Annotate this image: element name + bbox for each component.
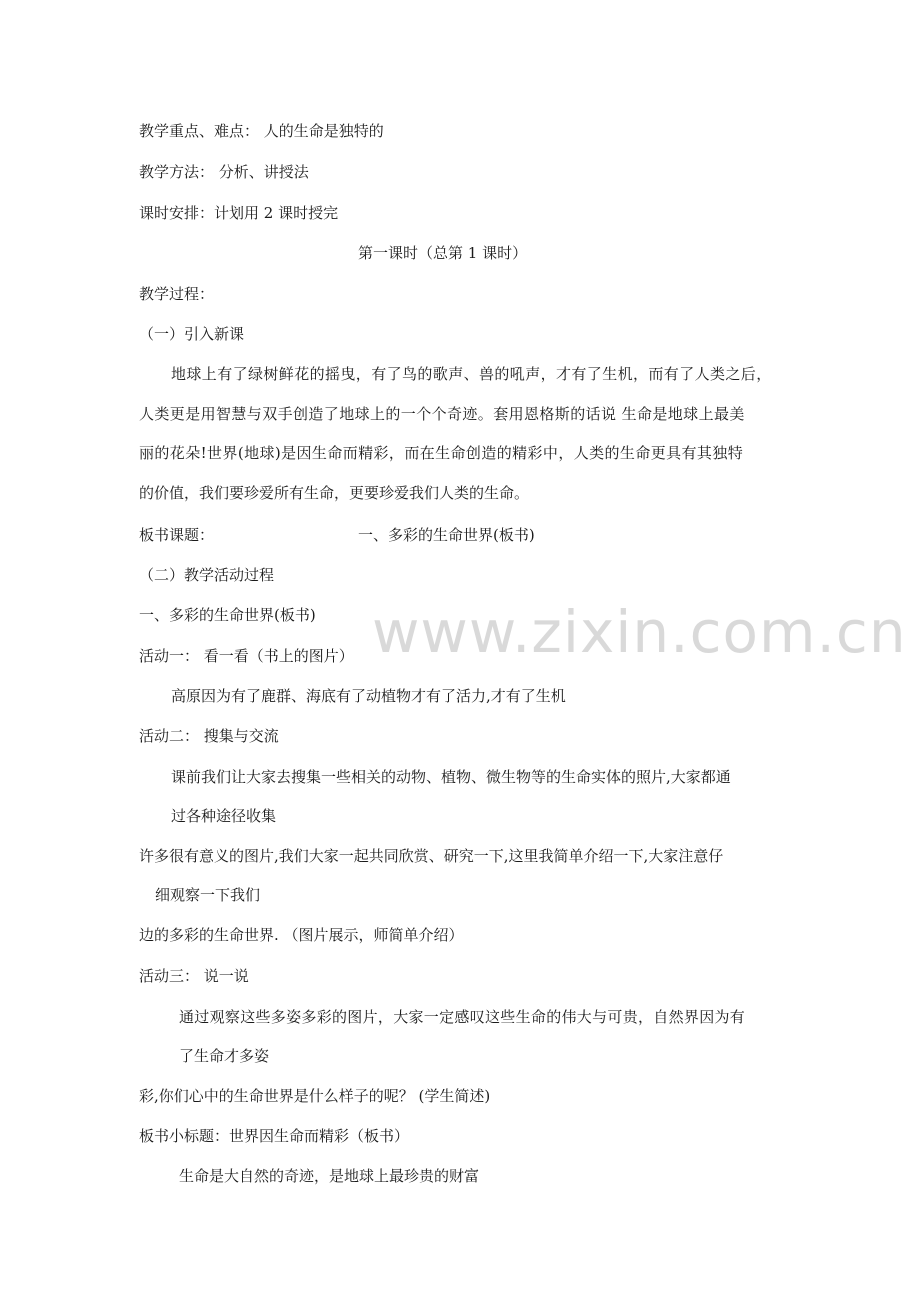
activity-two-line: 细观察一下我们	[155, 886, 261, 904]
board-subtitle: 板书小标题：世界因生命而精彩（板书）	[139, 1127, 410, 1145]
activity-three-line: 了生命才多姿	[179, 1047, 270, 1065]
section-intro-heading: （一）引入新课	[139, 325, 245, 343]
subsection-heading: 一、多彩的生命世界(板书)	[139, 606, 316, 624]
activity-two-line: 许多很有意义的图片,我们大家一起共同欣赏、研究一下,这里我简单介绍一下,大家注意仔	[139, 847, 724, 865]
intro-paragraph-line: 地球上有了绿树鲜花的摇曳，有了鸟的歌声、兽的吼声，才有了生机，而有了人类之后，	[171, 365, 772, 383]
intro-paragraph-line: 丽的花朵!世界(地球)是因生命而精彩，而在生命创造的精彩中，人类的生命更具有其独特	[139, 444, 744, 462]
activity-three-line: 彩,你们心中的生命世界是什么样子的呢？ (学生简述)	[139, 1087, 491, 1105]
activity-two-line: 过各种途径收集	[171, 807, 277, 825]
lesson-title: 第一课时（总第 1 课时）	[358, 244, 528, 262]
board-title-value: 一、多彩的生命世界(板书)	[358, 526, 535, 544]
watermark: www.zixin.com.cn	[372, 598, 907, 666]
board-title-label: 板书课题：	[139, 526, 215, 544]
conclusion-text: 生命是大自然的奇迹，是地球上最珍贵的财富	[179, 1167, 480, 1185]
activity-two-line: 课前我们让大家去搜集一些相关的动物、植物、微生物等的生命实体的照片,大家都通	[171, 768, 731, 786]
activity-three-title: 活动三： 说一说	[139, 967, 249, 985]
section-activities-heading: （二）教学活动过程	[139, 566, 275, 584]
teaching-focus: 教学重点、难点： 人的生命是独特的	[139, 122, 384, 140]
activity-three-line: 通过观察这些多姿多彩的图片，大家一定感叹这些生命的伟大与可贵，自然界因为有	[179, 1008, 746, 1026]
process-heading: 教学过程：	[139, 285, 215, 303]
activity-two-line: 边的多彩的生命世界. （图片展示，师简单介绍）	[139, 926, 464, 944]
class-schedule: 课时安排：计划用 2 课时授完	[139, 204, 339, 222]
intro-paragraph-line: 人类更是用智慧与双手创造了地球上的一个个奇迹。套用恩格斯的话说 生命是地球上最美	[139, 405, 745, 423]
activity-one-title: 活动一： 看一看（书上的图片）	[139, 647, 354, 665]
activity-one-text: 高原因为有了鹿群、海底有了动植物才有了活力,才有了生机	[171, 687, 566, 705]
teaching-method: 教学方法： 分析、讲授法	[139, 163, 309, 181]
activity-two-title: 活动二： 搜集与交流	[139, 727, 279, 745]
intro-paragraph-line: 的价值，我们要珍爱所有生命，更要珍爱我们人类的生命。	[139, 484, 530, 502]
